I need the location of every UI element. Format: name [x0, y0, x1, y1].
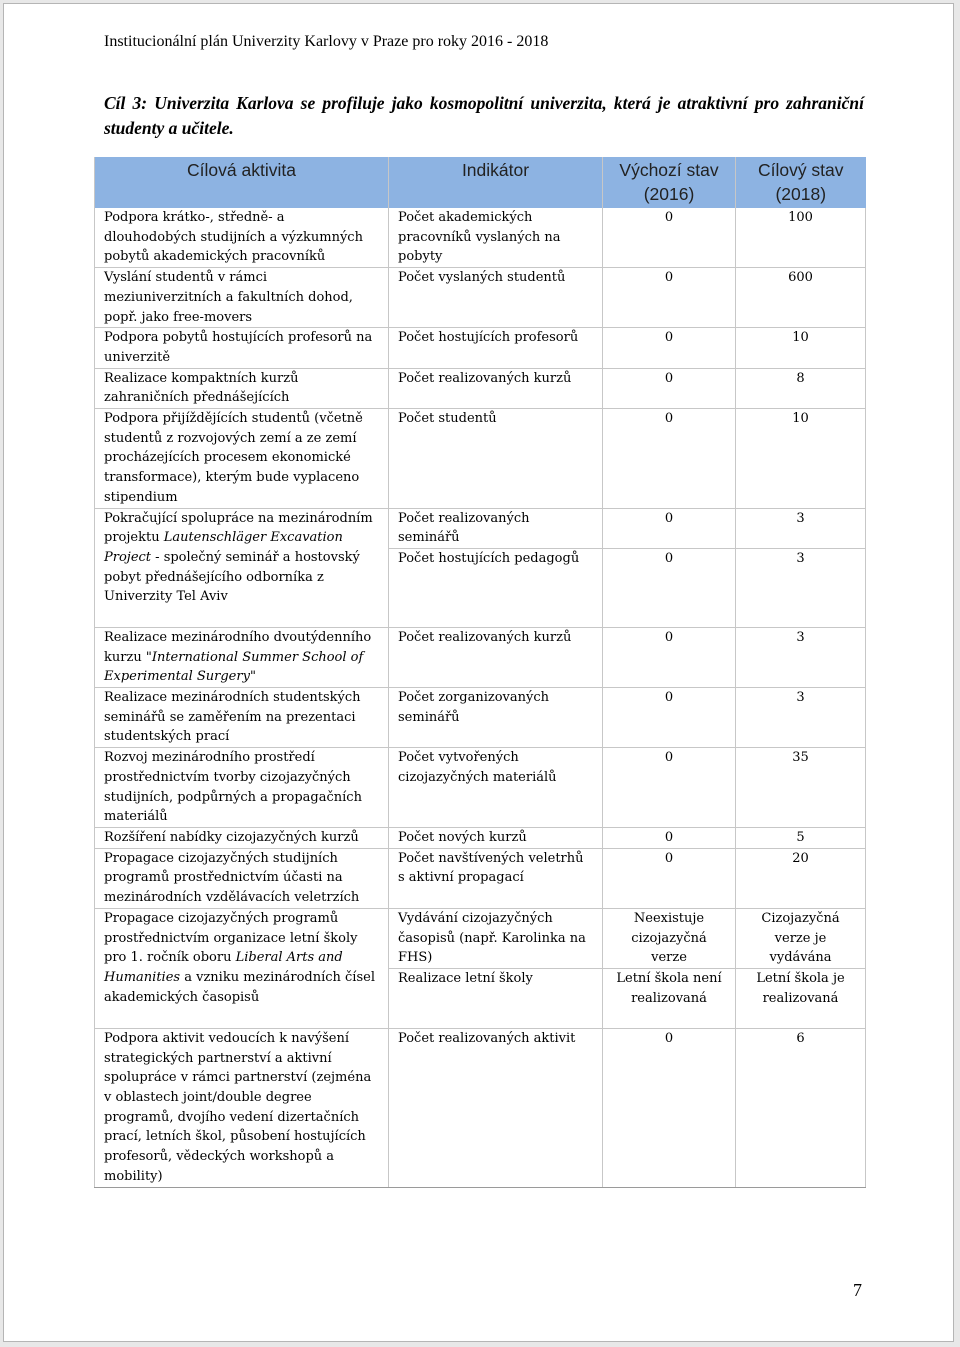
running-header: Institucionální plán Univerzity Karlovy v Praze pro roky 2016 - 2018 [104, 33, 549, 50]
indicator-cell: Počet realizovaných seminářů [389, 508, 603, 548]
baseline-cell: Letní škola není realizovaná [603, 968, 736, 1028]
table-row [95, 328, 866, 368]
activity-text: Pokračující spolupráce na mezinárodním projektu [104, 510, 373, 546]
baseline-cell: 0 [603, 627, 736, 687]
activity-cell: Podpora krátko-, středně- a dlouhodobých studijních a výzkumných pobytů akademických pracovníků [95, 208, 389, 268]
table-row [95, 748, 866, 828]
table-row [95, 409, 866, 509]
indicator-cell: Počet vyslaných studentů [389, 268, 603, 328]
target-cell: 20 [736, 848, 866, 908]
indicator-cell: Počet realizovaných kurzů [389, 627, 603, 687]
activity-cell: Vyslání studentů v rámci meziuniverzitních a fakultních dohod, popř. jako free-movers [95, 268, 389, 328]
table-row [95, 627, 866, 687]
indicator-cell: Počet studentů [389, 409, 603, 509]
indicator-cell: Počet hostujících pedagogů [389, 548, 603, 627]
activity-cell: Podpora pobytů hostujících profesorů na univerzitě [95, 328, 389, 368]
target-cell: 10 [736, 328, 866, 368]
activity-cell: Realizace mezinárodních studentských seminářů se zaměřením na prezentaci studentských prací [95, 688, 389, 748]
table-row [95, 208, 866, 268]
indicator-cell: Počet akademických pracovníků vyslaných na pobyty [389, 208, 603, 268]
column-header-indicator: Indikátor [389, 157, 603, 208]
target-cell: 3 [736, 508, 866, 548]
baseline-cell: Neexistuje cizojazyčná verze [603, 908, 736, 968]
target-cell: Letní škola je realizovaná [736, 968, 866, 1028]
indicator-cell: Realizace letní školy [389, 968, 603, 1028]
baseline-cell: 0 [603, 208, 736, 268]
activity-cell: Propagace cizojazyčných studijních programů prostřednictvím účasti na mezinárodních vzdělávacích veletrzích [95, 848, 389, 908]
indicator-cell: Počet realizovaných aktivit [389, 1028, 603, 1187]
baseline-cell: 0 [603, 268, 736, 328]
table-row [95, 508, 866, 548]
table-row [95, 1028, 866, 1187]
column-header-activity: Cílová aktivita [95, 157, 389, 208]
target-cell: 100 [736, 208, 866, 268]
indicator-cell: Počet hostujících profesorů [389, 328, 603, 368]
baseline-cell: 0 [603, 848, 736, 908]
table-row [95, 688, 866, 748]
goals-table [94, 157, 866, 1188]
baseline-cell: 0 [603, 748, 736, 828]
activity-cell: Realizace kompaktních kurzů zahraničních přednášejících [95, 368, 389, 408]
target-cell: Cizojazyčná verze je vydávána [736, 908, 866, 968]
baseline-cell: 0 [603, 548, 736, 627]
target-cell: 3 [736, 627, 866, 687]
target-cell: 3 [736, 548, 866, 627]
activity-text: Propagace cizojazyčných programů prostřednictvím organizace letní školy pro 1. ročník oboru [104, 910, 358, 966]
activity-text: - společný seminář a hostovský pobyt přednášejícího odborníka z Univerzity Tel Aviv [104, 549, 360, 605]
table-row [95, 908, 866, 968]
target-cell: 35 [736, 748, 866, 828]
indicator-cell: Počet nových kurzů [389, 827, 603, 848]
table-row [95, 368, 866, 408]
activity-text: " [249, 669, 256, 685]
activity-cell [95, 908, 389, 1028]
baseline-cell: 0 [603, 1028, 736, 1187]
page-number: 7 [853, 1280, 862, 1300]
activity-cell: Podpora aktivit vedoucích k navýšení strategických partnerství a aktivní spolupráce v rámci partnerství (zejména v oblastech joint/double degree programů, dvojího vedení dizertačních prací, letních škol, působení hostujících profesorů, vědeckých workshopů a mobility) [95, 1028, 389, 1187]
table-header-row [95, 157, 866, 208]
goal-heading: Cíl 3: Univerzita Karlova se profiluje jako kosmopolitní univerzita, která je atraktivní pro zahraniční studenty a učitele. [104, 93, 864, 138]
baseline-cell: 0 [603, 827, 736, 848]
activity-cell: Podpora přijíždějících studentů (včetně studentů z rozvojových zemí a ze zemí procházejících procesem ekonomické transformace), kterým bude vyplaceno stipendium [95, 409, 389, 509]
activity-text: Realizace mezinárodního dvoutýdenního kurzu " [104, 629, 372, 665]
activity-cell: Rozvoj mezinárodního prostředí prostřednictvím tvorby cizojazyčných studijních, podpůrných a propagačních materiálů [95, 748, 389, 828]
program-name: Liberal Arts and Humanities [104, 950, 343, 985]
table-row [95, 268, 866, 328]
target-cell: 6 [736, 1028, 866, 1187]
target-cell: 3 [736, 688, 866, 748]
table-row [95, 827, 866, 848]
document-page [3, 3, 954, 1342]
target-cell: 5 [736, 827, 866, 848]
indicator-cell: Počet realizovaných kurzů [389, 368, 603, 408]
target-cell: 8 [736, 368, 866, 408]
activity-cell [95, 627, 389, 687]
activity-cell: Rozšíření nabídky cizojazyčných kurzů [95, 827, 389, 848]
target-cell: 600 [736, 268, 866, 328]
course-name: International Summer School of Experimental Surgery [104, 649, 364, 685]
activity-text: a vzniku mezinárodních čísel akademických časopisů [104, 969, 375, 1005]
indicator-cell: Vydávání cizojazyčných časopisů (např. Karolinka na FHS) [389, 908, 603, 968]
target-cell: 10 [736, 409, 866, 509]
baseline-cell: 0 [603, 328, 736, 368]
baseline-cell: 0 [603, 368, 736, 408]
baseline-cell: 0 [603, 688, 736, 748]
activity-cell [95, 508, 389, 627]
table-row [95, 848, 866, 908]
indicator-cell: Počet navštívených veletrhů s aktivní propagací [389, 848, 603, 908]
project-name: Lautenschläger Excavation Project [104, 530, 343, 565]
column-header-baseline: Výchozí stav (2016) [603, 157, 736, 208]
baseline-cell: 0 [603, 508, 736, 548]
column-header-target: Cílový stav (2018) [736, 157, 866, 208]
indicator-cell: Počet zorganizovaných seminářů [389, 688, 603, 748]
indicator-cell: Počet vytvořených cizojazyčných materiálů [389, 748, 603, 828]
baseline-cell: 0 [603, 409, 736, 509]
